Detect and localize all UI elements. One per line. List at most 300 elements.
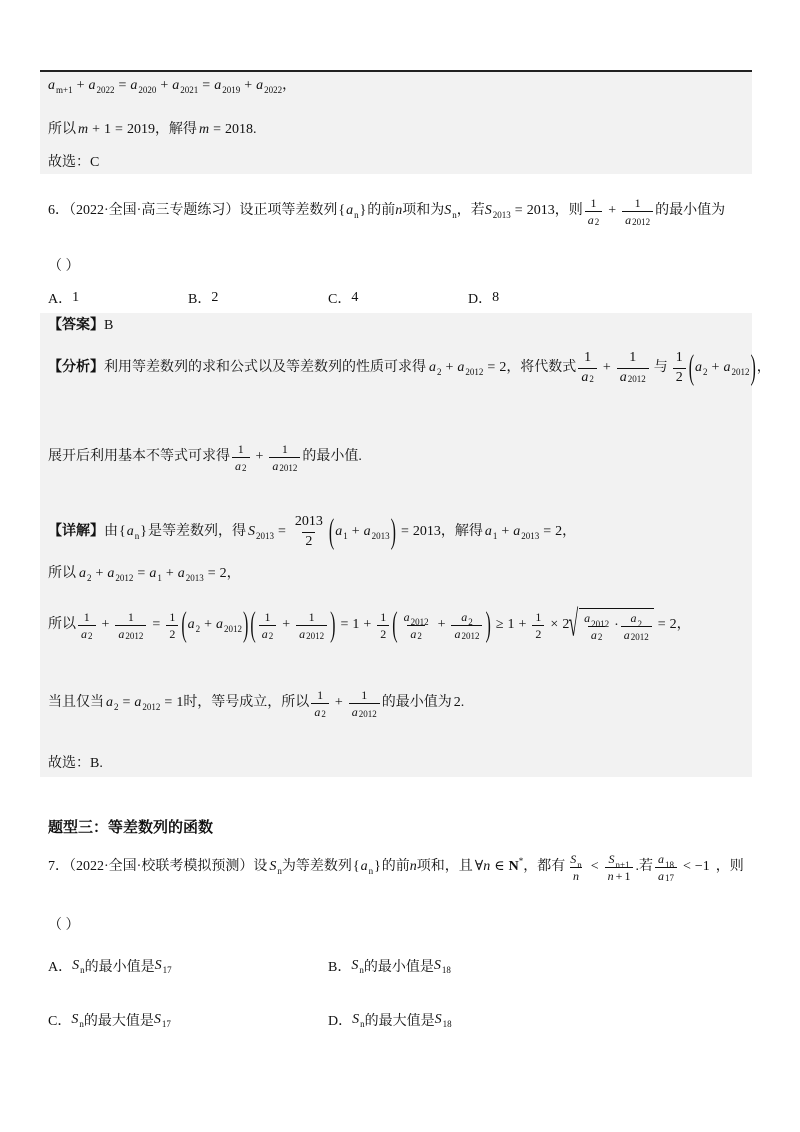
math-var: a — [256, 78, 264, 93]
fraction — [296, 610, 327, 642]
text: 的前 — [367, 203, 396, 219]
option-text: 的最大值是 — [364, 1014, 435, 1029]
previous-solution-equation — [48, 78, 296, 95]
math-var: a — [261, 626, 268, 641]
text: 的最小值. — [302, 449, 362, 465]
math-sub: n+1 — [615, 859, 630, 870]
fraction-denominator: 2 — [673, 368, 686, 387]
math-op: + — [334, 695, 343, 711]
text: 7．（2022·全国·校联考模拟预测）设 — [48, 859, 268, 875]
math-sub: 2013 — [185, 573, 204, 583]
fraction-denominator — [269, 457, 300, 473]
option-text: 的最小值是 — [363, 960, 434, 975]
math-op: < — [682, 859, 691, 875]
math-sub: n — [79, 1019, 84, 1029]
math-set: N — [508, 859, 519, 875]
math-var: a — [314, 705, 321, 720]
text: 时，等号成立，所以 — [183, 695, 310, 711]
option-value: 2 — [211, 290, 219, 305]
fraction — [232, 442, 250, 474]
math-sub: 18 — [441, 965, 451, 975]
math-var: S — [351, 958, 359, 973]
fraction-denominator: 2 — [377, 625, 389, 641]
math-sub: 2013 — [255, 530, 274, 541]
math-op: = — [118, 78, 127, 93]
answer-value: B — [104, 318, 114, 333]
detail-label: 【详解】 — [48, 523, 104, 539]
math-op: + — [95, 566, 104, 581]
text: 与 — [653, 359, 668, 375]
math-var: a — [88, 78, 96, 93]
math-op: = — [543, 523, 552, 539]
text: （ ） — [48, 259, 80, 274]
math-op: = — [202, 78, 211, 93]
text: 的最小值为 — [655, 203, 726, 219]
math-sub: 2012 — [224, 623, 243, 634]
math-paren: ) — [485, 606, 491, 644]
math-sub: 2012 — [279, 463, 298, 474]
math-var: S — [269, 859, 277, 875]
math-sub: 2 — [195, 623, 201, 634]
math-sub: 2 — [268, 630, 274, 641]
fraction — [621, 611, 652, 643]
text: ，都有 — [523, 859, 566, 875]
previous-solution-conclusion — [48, 122, 256, 139]
math-var: S — [608, 852, 615, 866]
math-sub: 2012 — [358, 709, 377, 720]
fraction — [401, 610, 432, 642]
math-num: 2 — [562, 616, 570, 632]
text: 故选：B. — [48, 756, 103, 771]
math-sub: 2012 — [142, 702, 161, 713]
analysis-label: 【分析】 — [48, 359, 104, 375]
math-sub: n — [277, 866, 282, 877]
fraction — [377, 610, 389, 642]
question-6-option-a — [48, 288, 79, 308]
math-var: a — [106, 695, 113, 711]
fraction-numerator: 1 — [590, 196, 597, 210]
fraction-denominator — [232, 457, 250, 473]
detail-line-1 — [48, 514, 576, 551]
math-var: S — [434, 1012, 442, 1027]
math-var: a — [429, 359, 436, 375]
text: 所以 — [48, 566, 76, 581]
math-sub: 2 — [589, 373, 594, 384]
math-brace: } — [374, 859, 381, 875]
question-7-option-c — [48, 1010, 171, 1030]
math-var: a — [214, 78, 222, 93]
fraction — [567, 852, 585, 884]
math-sub: n — [360, 1019, 365, 1029]
math-sub: 2012 — [591, 618, 610, 629]
math-var: a — [351, 705, 358, 720]
fraction — [115, 610, 146, 642]
math-op: < — [590, 859, 599, 875]
option-text: 的最小值是 — [84, 960, 155, 975]
fraction-numerator: 1 — [281, 442, 288, 456]
fraction-denominator — [78, 625, 96, 641]
math-sub: 2012 — [627, 373, 646, 384]
fraction-numerator: 1 — [308, 609, 315, 624]
math-sub: 2 — [637, 618, 643, 629]
math-var: a — [590, 628, 597, 643]
math-op: + — [101, 616, 110, 632]
math-var: a — [299, 626, 306, 641]
fraction-numerator: 1 — [264, 609, 271, 624]
math-var: a — [410, 626, 417, 641]
fraction-denominator — [311, 703, 329, 719]
fraction-denominator — [296, 625, 327, 641]
math-paren: ( — [392, 606, 398, 644]
math-var: a — [584, 611, 591, 625]
fraction — [451, 610, 482, 642]
math-sub: 18 — [664, 859, 674, 870]
math-paren: ) — [390, 513, 396, 551]
math-sub: 2012 — [632, 217, 651, 228]
math-sub: 2013 — [492, 210, 511, 221]
math-var: n — [395, 203, 403, 219]
math-sub: 2 — [321, 709, 326, 720]
question-7-option-b — [328, 956, 451, 976]
math-brace: { — [352, 859, 360, 875]
math-op: = — [207, 566, 216, 581]
math-num: 2 — [453, 695, 461, 711]
math-sub: n — [80, 965, 85, 975]
math-paren: ) — [750, 349, 756, 387]
math-sub: 17 — [161, 1019, 171, 1029]
math-op: + — [165, 566, 174, 581]
text: 利用等差数列的求和公式以及等差数列的性质可求得 — [104, 359, 426, 375]
math-sub: 2013 — [371, 530, 390, 541]
math-var: a — [454, 626, 461, 641]
math-op: = — [277, 523, 286, 539]
math-op: + — [445, 359, 454, 375]
fraction-numerator: 1 — [629, 350, 637, 365]
math-sub: n — [368, 866, 374, 877]
math-var: a — [79, 566, 86, 581]
math-sub: 2 — [703, 366, 708, 377]
text: 的前 — [381, 859, 410, 875]
fraction — [581, 611, 612, 643]
detail-line-4 — [48, 688, 464, 720]
fraction-numerator — [401, 609, 432, 628]
question-6-option-b — [188, 288, 218, 308]
math-var: S — [154, 958, 162, 973]
fraction — [311, 688, 329, 720]
math-op: + — [602, 359, 611, 375]
fraction-numerator: 1 — [535, 609, 542, 624]
math-op: + — [437, 616, 446, 632]
answer-label: 【答案】 — [48, 318, 104, 333]
fraction-denominator — [621, 626, 652, 642]
math-sub: 2 — [242, 463, 247, 474]
math-sup: * — [518, 856, 524, 867]
math-sub: 2012 — [306, 630, 325, 641]
math-sub: 2021 — [180, 85, 199, 95]
math-var: a — [581, 369, 589, 385]
question-7-option-d — [328, 1010, 452, 1030]
fraction — [259, 610, 277, 642]
analysis-line-2 — [48, 442, 362, 474]
text: ，将代数式 — [506, 359, 577, 375]
math-var: a — [48, 78, 55, 93]
fraction-denominator — [578, 368, 597, 387]
math-var: a — [484, 523, 492, 539]
fraction-denominator: 2 — [532, 625, 544, 641]
question-6-bracket — [48, 259, 80, 276]
math-op: + — [711, 359, 720, 375]
math-op: = — [213, 122, 221, 137]
fraction-numerator: 1 — [675, 350, 683, 365]
fraction-numerator: 1 — [169, 609, 176, 624]
math-op: + — [204, 616, 213, 632]
fraction-numerator — [458, 609, 476, 628]
math-sub: n — [134, 530, 140, 541]
math-op: + — [76, 78, 85, 93]
math-sub: 2022 — [264, 85, 283, 95]
math-var: a — [619, 369, 627, 385]
fraction-numerator — [581, 611, 612, 629]
punctuation: ， — [676, 616, 691, 632]
detail-line-3-inequality — [48, 605, 691, 645]
analysis-line — [48, 350, 771, 387]
math-num: 1 — [507, 616, 515, 632]
math-sub: 2012 — [461, 630, 480, 641]
fraction — [622, 196, 653, 228]
math-var: a — [403, 609, 410, 624]
math-var: a — [695, 359, 703, 375]
answer-line — [48, 318, 113, 335]
math-op: + — [92, 122, 101, 137]
math-sub: 2 — [114, 702, 119, 713]
math-op: = — [115, 122, 123, 137]
math-var: a — [457, 359, 465, 375]
math-sub: 1 — [492, 530, 498, 541]
math-paren: ( — [328, 513, 335, 551]
text: ，则 — [554, 203, 583, 219]
text: 项和，且 — [416, 859, 473, 875]
math-num: 2 — [669, 616, 677, 632]
fraction-numerator: 1 — [83, 609, 90, 624]
fraction-denominator — [259, 625, 277, 641]
math-sub: 2012 — [410, 617, 429, 628]
punctuation: ， — [756, 359, 771, 375]
fraction — [166, 610, 178, 642]
math-var: a — [130, 78, 138, 93]
math-sub: n — [577, 859, 582, 870]
fraction — [655, 852, 677, 884]
math-var: a — [625, 213, 632, 228]
radicand — [579, 608, 654, 643]
punctuation: . — [460, 695, 465, 711]
fraction-numerator: 1 — [237, 442, 244, 456]
question-7-bracket — [48, 918, 80, 935]
fraction-denominator: 2 — [166, 625, 178, 641]
math-var: a — [360, 859, 368, 875]
math-var: S — [352, 1012, 360, 1027]
fraction — [605, 852, 634, 884]
math-var: S — [433, 958, 441, 973]
math-op: + — [615, 869, 623, 884]
math-sub: 2022 — [96, 85, 115, 95]
math-op: + — [608, 203, 617, 219]
math-var: n — [483, 859, 491, 875]
math-brace: } — [140, 523, 147, 539]
math-sub: n — [354, 210, 359, 221]
math-op: = — [164, 695, 173, 711]
math-op: ∈ — [494, 859, 505, 875]
math-num: 1 — [352, 616, 360, 632]
text: 项和为 — [402, 203, 445, 219]
math-op: ≥ — [495, 616, 504, 632]
fraction-numerator: 1 — [127, 609, 134, 624]
math-op: = — [657, 616, 666, 632]
math-sub: 2 — [87, 573, 92, 583]
option-value: 8 — [492, 290, 500, 305]
text: 由 — [104, 523, 118, 539]
math-var: a — [187, 616, 195, 632]
math-var: a — [118, 626, 125, 641]
math-brace: { — [119, 523, 126, 539]
option-letter: A． — [48, 292, 73, 307]
math-sub: 2020 — [138, 85, 157, 95]
option-value: 4 — [351, 290, 359, 305]
fraction — [673, 350, 686, 387]
text: ，则 — [715, 859, 744, 875]
math-paren: ( — [250, 606, 256, 644]
text: 故选：C — [48, 155, 100, 170]
math-var: a — [513, 523, 521, 539]
text: （ ） — [48, 918, 80, 933]
fraction-denominator — [585, 211, 603, 227]
math-var: a — [126, 523, 134, 539]
text: ，若 — [456, 203, 485, 219]
math-num: 1 — [624, 869, 631, 884]
question-6-option-c — [328, 288, 358, 308]
math-num: 2013 — [526, 203, 555, 219]
fraction-numerator: 1 — [380, 609, 387, 624]
math-var: a — [363, 523, 371, 539]
section-title: 题型三：等差数列的函数 — [48, 818, 214, 836]
math-sub: 2 — [594, 217, 600, 228]
math-sub: 2 — [88, 630, 93, 641]
math-var: a — [723, 359, 731, 375]
fraction-denominator — [617, 368, 649, 387]
math-op: = — [340, 616, 349, 632]
fraction-denominator: 2 — [302, 532, 315, 551]
math-op: · — [614, 618, 619, 634]
fraction — [292, 514, 326, 551]
math-sub: 2012 — [125, 630, 144, 641]
fraction-numerator: 2013 — [294, 514, 323, 529]
fraction-denominator — [115, 625, 146, 641]
math-var: a — [657, 869, 664, 884]
option-value: 1 — [72, 290, 80, 305]
math-var: a — [134, 695, 142, 711]
math-var: a — [107, 566, 115, 581]
math-op: = — [152, 616, 161, 632]
math-op: = — [122, 695, 131, 711]
fraction — [585, 196, 603, 228]
text: 所以 — [48, 616, 76, 632]
previous-solution-choice — [48, 155, 99, 172]
math-paren: ( — [181, 606, 187, 644]
text: 的最小值为 — [381, 695, 452, 711]
option-letter: D． — [328, 1014, 353, 1029]
math-var: S — [72, 958, 80, 973]
math-sub: 2013 — [521, 530, 540, 541]
math-var: a — [346, 203, 354, 219]
punctuation: . — [252, 122, 257, 137]
fraction — [617, 350, 649, 387]
math-op: + — [160, 78, 169, 93]
question-7-option-a — [48, 956, 172, 976]
math-var: S — [570, 852, 577, 866]
math-var: S — [444, 203, 452, 219]
math-var: n — [607, 869, 614, 884]
math-sub: n — [359, 965, 364, 975]
fraction-numerator: 1 — [361, 688, 368, 702]
math-var: a — [235, 459, 241, 474]
math-num: 2019 — [126, 122, 155, 137]
math-num: 2 — [219, 566, 227, 581]
math-var: n — [409, 859, 417, 875]
math-op: + — [244, 78, 253, 93]
math-brace: } — [359, 203, 367, 219]
math-paren: ) — [330, 606, 336, 644]
math-num: 2 — [555, 523, 563, 539]
text: 是等差数列，得 — [147, 523, 246, 539]
text: .若 — [635, 859, 653, 875]
math-op: + — [518, 616, 527, 632]
math-op: × — [550, 616, 559, 632]
fraction-denominator — [622, 211, 653, 227]
math-sub: 2012 — [731, 366, 750, 377]
fraction-denominator: n — [570, 867, 582, 883]
math-sub: 17 — [162, 965, 172, 975]
fraction — [349, 688, 380, 720]
fraction-numerator — [655, 852, 677, 870]
math-var: a — [172, 78, 180, 93]
option-letter: B． — [188, 292, 212, 307]
math-num: 2 — [499, 359, 507, 375]
math-brace: { — [338, 203, 346, 219]
math-op: + — [363, 616, 372, 632]
text: 展开后利用基本不等式可求得 — [48, 449, 230, 465]
fraction-numerator — [606, 852, 633, 870]
math-sub: 2012 — [465, 366, 484, 377]
math-op: + — [351, 523, 360, 539]
fraction — [269, 442, 300, 474]
math-num: 1 — [176, 695, 184, 711]
option-letter: C． — [328, 292, 352, 307]
fraction — [78, 610, 96, 642]
math-num: −1 — [694, 859, 710, 875]
math-var: a — [177, 566, 185, 581]
text: 6．（2022·全国·高三专题练习）设正项等差数列 — [48, 203, 338, 219]
math-op: = — [400, 523, 409, 539]
text: 所以 — [48, 122, 76, 137]
math-sub: 1 — [343, 530, 348, 541]
fraction-numerator: 1 — [317, 688, 324, 702]
math-op: + — [501, 523, 510, 539]
option-letter: A． — [48, 960, 73, 975]
fraction-numerator — [567, 852, 585, 870]
math-sub: 2 — [468, 617, 473, 628]
option-letter: B． — [328, 960, 352, 975]
math-num: 2018 — [224, 122, 253, 137]
math-paren: ) — [243, 606, 249, 644]
